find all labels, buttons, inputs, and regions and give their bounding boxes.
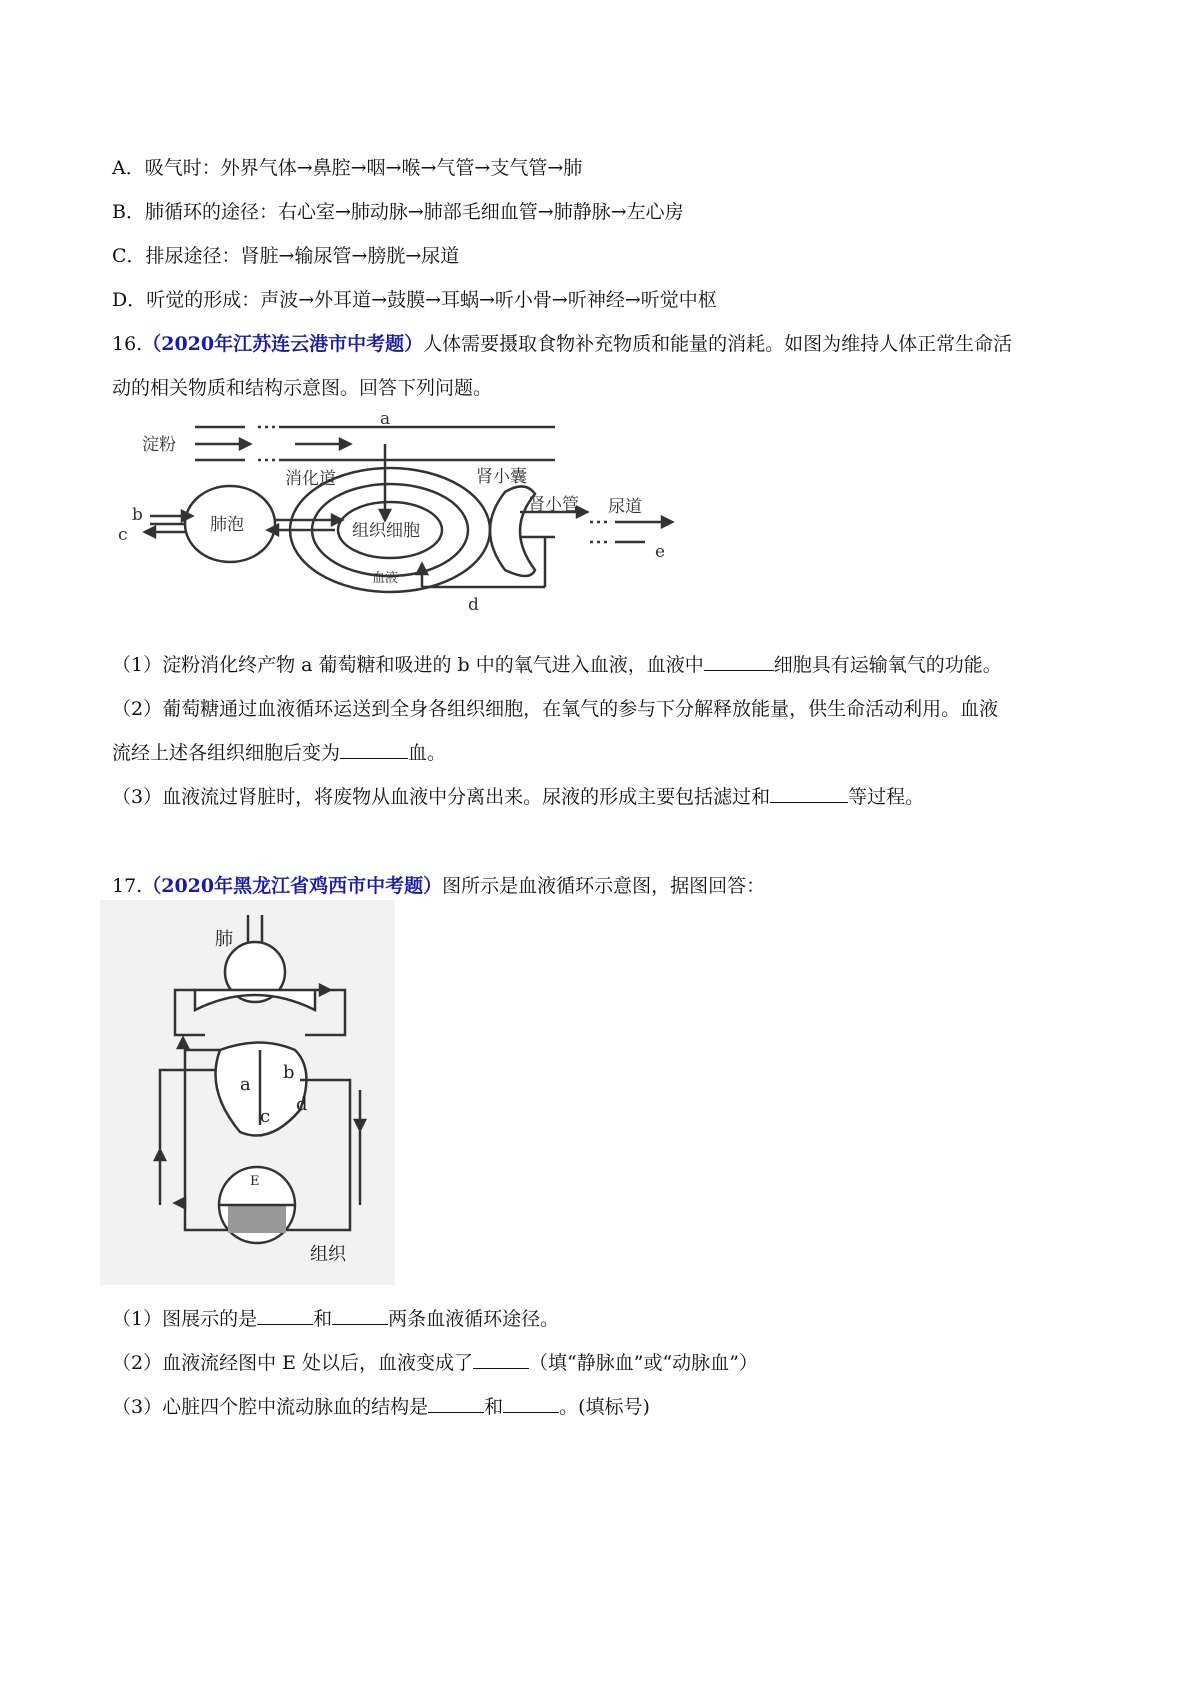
q16-label-d: d bbox=[468, 595, 479, 615]
q16-p1-text-b: 细胞具有运输氧气的功能。 bbox=[773, 654, 1002, 676]
q17-p2-text-a: （2）血液流经图中 E 处以后，血液变成了 bbox=[112, 1352, 474, 1374]
q16-label-urethra: 尿道 bbox=[608, 497, 642, 517]
q16-stem-line2 bbox=[112, 375, 492, 401]
q16-label-e: e bbox=[655, 542, 666, 562]
q17-label-d: d bbox=[296, 1094, 308, 1115]
q16-p3-text-b: 等过程。 bbox=[848, 786, 925, 808]
option-a bbox=[112, 155, 582, 181]
q17-stem-text: 图所示是血液循环示意图，据图回答： bbox=[442, 875, 766, 897]
q16-p2-text-b: 流经上述各组织细胞后变为 bbox=[112, 742, 341, 764]
q16-label-blood: 血液 bbox=[372, 571, 399, 586]
q17-p1-blank-2[interactable] bbox=[332, 1306, 388, 1325]
q16-p2-text-c: 血。 bbox=[408, 742, 447, 764]
q16-label-alveolus: 肺泡 bbox=[210, 515, 244, 535]
q16-label-b: b bbox=[132, 505, 143, 525]
q16-p1-blank[interactable] bbox=[704, 652, 774, 671]
q16-number: 16. bbox=[112, 333, 143, 355]
option-d-text: D．听觉的形成：声波→外耳道→鼓膜→耳蜗→听小骨→听神经→听觉中枢 bbox=[112, 289, 717, 311]
q17-part1 bbox=[112, 1306, 559, 1332]
option-d bbox=[112, 287, 717, 313]
q17-part3 bbox=[112, 1394, 650, 1420]
option-b bbox=[112, 199, 684, 225]
q17-label-b: b bbox=[283, 1062, 295, 1083]
q16-p2-blank[interactable] bbox=[340, 740, 408, 759]
q16-label-digestive: 消化道 bbox=[285, 469, 336, 489]
q16-diagram bbox=[110, 412, 710, 617]
option-c bbox=[112, 243, 459, 269]
q17-p2-blank[interactable] bbox=[473, 1350, 529, 1369]
q16-part2-line2 bbox=[112, 740, 446, 766]
q17-stem bbox=[112, 873, 765, 899]
q16-part2-line1 bbox=[112, 696, 998, 722]
q17-p3-blank-2[interactable] bbox=[503, 1394, 559, 1413]
q16-label-a: a bbox=[380, 412, 391, 429]
q16-part1 bbox=[112, 652, 1002, 678]
q17-p3-blank-1[interactable] bbox=[428, 1394, 484, 1413]
q17-label-a: a bbox=[240, 1074, 251, 1095]
q16-stem-text2: 动的相关物质和结构示意图。回答下列问题。 bbox=[112, 377, 493, 399]
option-b-text: B．肺循环的途径：右心室→肺动脉→肺部毛细血管→肺静脉→左心房 bbox=[112, 201, 684, 223]
q17-p3-text-a: （3）心脏四个腔中流动脉血的结构是 bbox=[112, 1396, 429, 1418]
q17-diagram bbox=[100, 900, 395, 1285]
q16-p2-text-a: （2）葡萄糖通过血液循环运送到全身各组织细胞，在氧气的参与下分解释放能量，供生命活动利用。血液 bbox=[112, 698, 999, 720]
q16-stem-text1: 人体需要摄取食物补充物质和能量的消耗。如图为维持人体正常生命活 bbox=[423, 333, 1013, 355]
q16-label-c: c bbox=[118, 525, 128, 545]
q17-label-e: E bbox=[250, 1174, 260, 1189]
q17-source: （2020年黑龙江省鸡西市中考题） bbox=[142, 875, 443, 897]
q17-label-c: c bbox=[260, 1106, 271, 1127]
q17-part2 bbox=[112, 1350, 758, 1376]
q17-p1-blank-1[interactable] bbox=[257, 1306, 313, 1325]
q17-label-tissue: 组织 bbox=[310, 1244, 346, 1265]
option-a-text: A．吸气时：外界气体→鼻腔→咽→喉→气管→支气管→肺 bbox=[112, 157, 583, 179]
q17-number: 17. bbox=[112, 875, 143, 897]
q16-label-tubule: 肾小管 bbox=[528, 495, 579, 515]
q16-p1-text-a: （1）淀粉消化终产物 a 葡萄糖和吸进的 b 中的氧气进入血液，血液中 bbox=[112, 654, 704, 676]
q17-p1-text-c: 两条血液循环途径。 bbox=[388, 1308, 560, 1330]
q16-stem-line1 bbox=[112, 331, 1012, 357]
q16-p3-blank[interactable] bbox=[770, 784, 848, 803]
q17-p3-text-c: 。(填标号) bbox=[559, 1396, 650, 1418]
q16-label-starch: 淀粉 bbox=[142, 435, 176, 455]
q17-label-lung: 肺 bbox=[215, 929, 233, 950]
q16-label-tissue-cell: 组织细胞 bbox=[352, 521, 420, 541]
q16-source: （2020年江苏连云港市中考题） bbox=[142, 333, 424, 355]
q17-p1-text-b: 和 bbox=[313, 1308, 333, 1330]
q16-p3-text-a: （3）血液流过肾脏时，将废物从血液中分离出来。尿液的形成主要包括滤过和 bbox=[112, 786, 771, 808]
q16-part3 bbox=[112, 784, 924, 810]
option-c-text: C．排尿途径：肾脏→输尿管→膀胱→尿道 bbox=[112, 245, 460, 267]
q16-label-glomerulus: 肾小囊 bbox=[476, 467, 527, 487]
q17-p1-text-a: （1）图展示的是 bbox=[112, 1308, 258, 1330]
q17-p2-text-b: （填“静脉血”或“动脉血”） bbox=[529, 1352, 758, 1374]
q17-p3-text-b: 和 bbox=[484, 1396, 504, 1418]
